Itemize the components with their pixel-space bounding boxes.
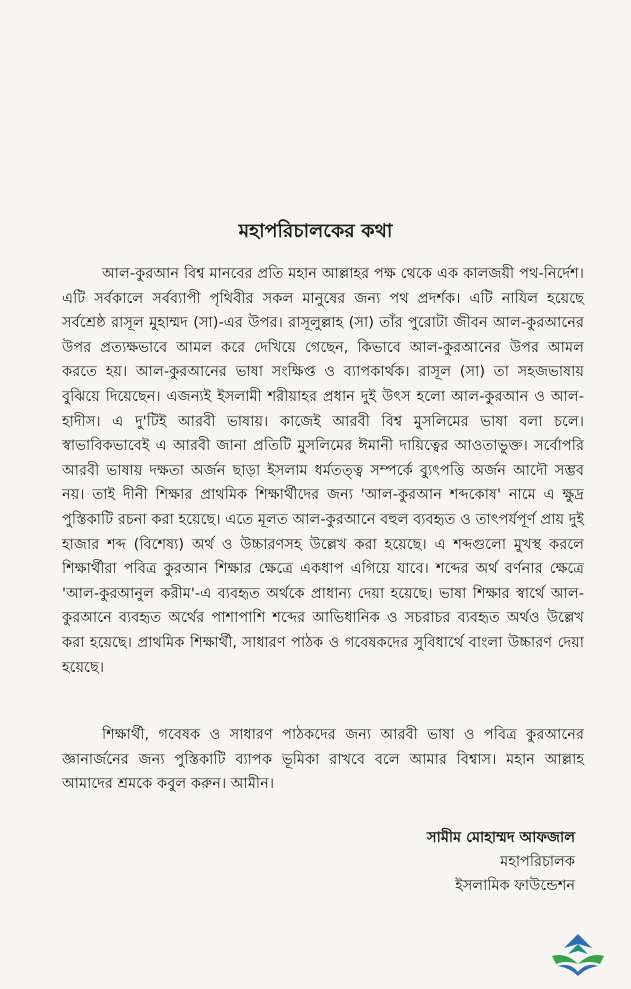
signatory-designation: মহাপরিচালক: [500, 854, 575, 870]
signature-block: [427, 826, 575, 898]
islamic-foundation-logo-icon: [548, 930, 608, 976]
signatory-organization: ইসলামিক ফাউন্ডেশন: [455, 878, 575, 894]
signatory-name: সামীম মোহাম্মদ আফজাল: [427, 830, 575, 846]
paragraph-1: আল-কুরআন বিশ্ব মানবের প্রতি মহান আল্লাহর পক্ষ থেকে এক কালজয়ী পথ-নির্দেশ। এটি সর্বকালে সর্বব্যাপী পৃথিবীর সকল মানুষের জন্য পথ প্রদর্শক। এটি নাযিল হয়েছে সর্বশ্রেষ্ঠ রাসূল মুহাম্মদ (সা)-এর উপর। রাসূলুল্লাহ (সা) তাঁর পুরোটা জীবন আল-কুরআনের উপর প্রত্যক্ষভাবে আমল করে দেখিয়ে গেছেন, কিভাবে আল-কুরআনের উপর আমল করতে হয়। আল-কুরআনের ভাষা সংক্ষিপ্ত ও ব্যাপকার্থক। রাসূল (সা) তা সহজভাষায় বুঝিয়ে দিয়েছেন। এজন্যই ইসলামী শরীয়াহর প্রধান দুই উৎস হলো আল-কুরআন ও আল-হাদীস। এ দু'টিই আরবী ভাষায়। কাজেই আরবী বিশ্ব মুসলিমের ভাষা বলা চলে। স্বাভাবিকভাবেই এ আরবী জানা প্রতিটি মুসলিমের ঈমানী দায়িত্বের আওতাভুক্ত। সর্বোপরি আরবী ভাষায় দক্ষতা অর্জন ছাড়া ইসলাম ধর্মতত্ত্ব সম্পর্কে ব্যুৎপত্তি অর্জন আদৌ সম্ভব নয়। তাই দীনী শিক্ষার প্রাথমিক শিক্ষার্থীদের জন্য 'আল-কুরআন শব্দকোষ' নামে এ ক্ষুদ্র পুস্তিকাটি রচনা করা হয়েছে। এতে মূলত আল-কুরআনে বহুল ব্যবহৃত ও তাৎপর্যপূর্ণ প্রায় দুই হাজার শব্দ (বিশেষ্য) অর্থ ও উচ্চারণসহ উল্লেখ করা হয়েছে। এ শব্দগুলো মুখস্থ করলে শিক্ষার্থীরা পবিত্র কুরআন শিক্ষার ক্ষেত্রে একধাপ এগিয়ে যাবে। শব্দের অর্থ বর্ণনার ক্ষেত্রে 'আল-কুরআনুল করীম'-এ ব্যবহৃত অর্থকে প্রাধান্য দেয়া হয়েছে। ভাষা শিক্ষার স্বার্থে আল-কুরআনে ব্যবহৃত অর্থের পাশাপাশি শব্দের আভিধানিক ও সচরাচর ব্যবহৃত অর্থও উল্লেখ করা হয়েছে। প্রাথমিক শিক্ষার্থী, সাধারণ পাঠক ও গবেষকদের সুবিধার্থে বাংলা উচ্চারণ দেয়া হয়েছে।: [62, 265, 584, 676]
paragraph-2: শিক্ষার্থী, গবেষক ও সাধারণ পাঠকদের জন্য আরবী ভাষা ও পবিত্র কুরআনের জ্ঞানার্জনের জন্য পুস্তিকাটি ব্যাপক ভূমিকা রাখবে বলে আমার বিশ্বাস। মহান আল্লাহ আমাদের শ্রমকে কবুল করুন। আমীন।: [62, 726, 584, 793]
page-title: মহাপরিচালকের কথা: [238, 220, 393, 242]
